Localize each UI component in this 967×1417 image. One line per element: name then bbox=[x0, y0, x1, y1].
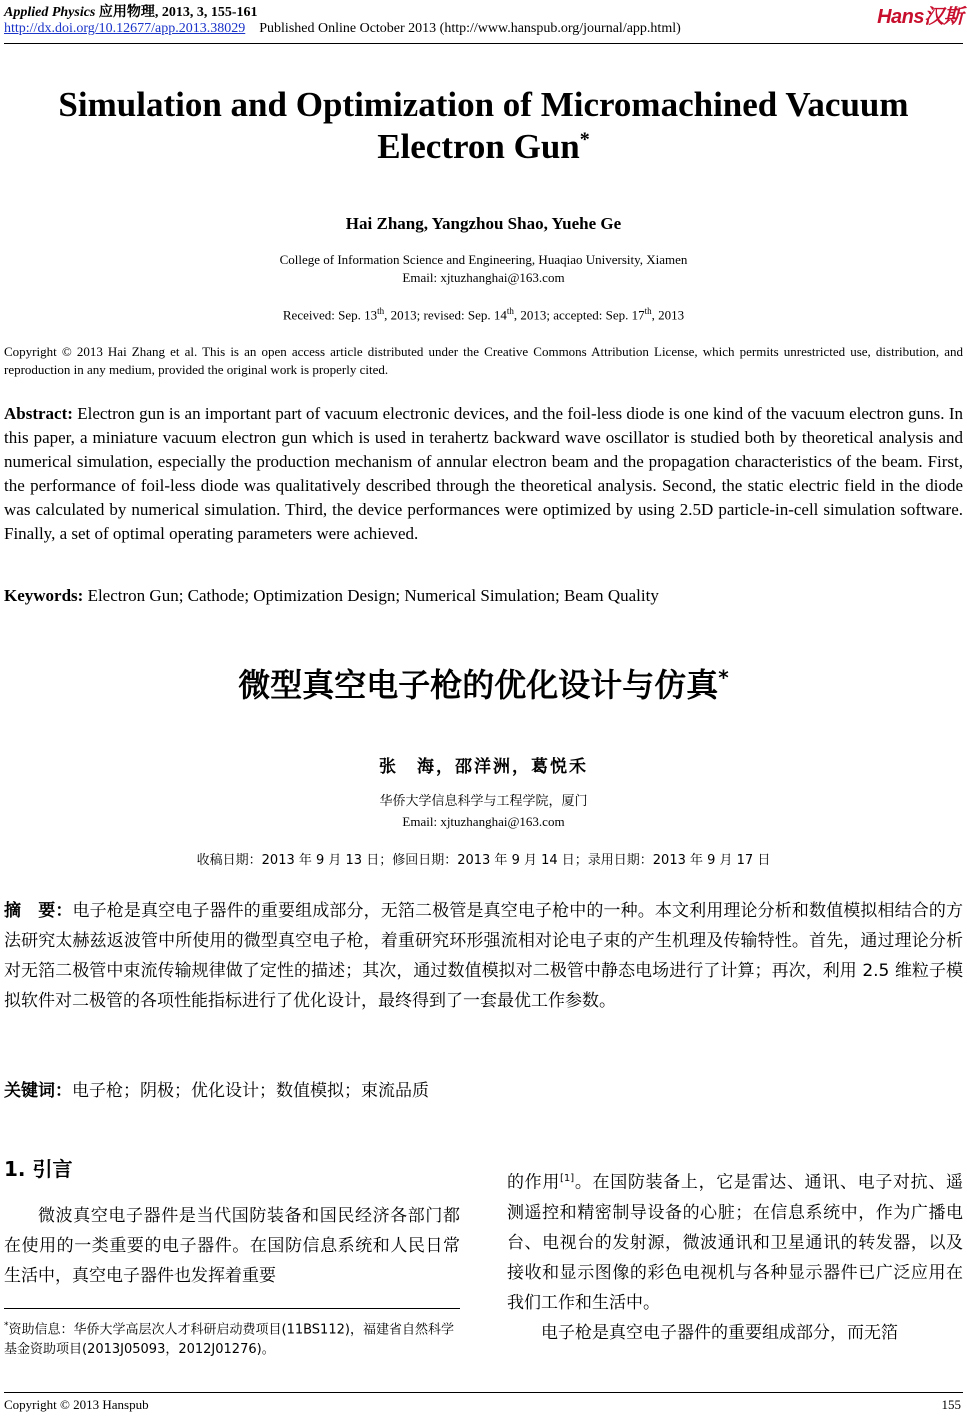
body-paragraph: 电子枪是真空电子器件的重要组成部分，而无箔 bbox=[541, 1322, 898, 1343]
title-line-2: Electron Gun* bbox=[377, 127, 590, 166]
affiliation: College of Information Science and Engineering, Huaqiao University, Xiamen bbox=[279, 252, 688, 267]
published-info: Published Online October 2013 (http://www.hanspub.org/journal/app.html) bbox=[259, 21, 681, 36]
page-number: 155 bbox=[941, 1397, 961, 1412]
title-line-1: Simulation and Optimization of Micromachined Vacuum bbox=[58, 85, 909, 124]
authors: Hai Zhang, Yangzhou Shao, Yuehe Ge bbox=[345, 214, 622, 233]
cn-abstract-label: 摘 要： bbox=[4, 901, 73, 921]
paper-title bbox=[0, 84, 967, 168]
footer-divider bbox=[4, 1392, 963, 1393]
journal-name-en: Applied Physics bbox=[4, 5, 96, 20]
left-column bbox=[4, 1201, 460, 1291]
section-heading-introduction: 1. 引言 bbox=[4, 1157, 73, 1181]
doi-link[interactable]: http://dx.doi.org/10.12677/app.2013.38029 bbox=[4, 21, 246, 36]
cn-affiliation-block bbox=[0, 792, 967, 832]
body-paragraph: 微波真空电子器件是当代国防装备和国民经济各部门都在使用的一类重要的电子器件。在国防信息系统和人民日常生活中，真空电子器件也发挥着重要 bbox=[4, 1206, 460, 1286]
body-paragraph: 的作用[1]。在国防装备上，它是雷达、通讯、电子对抗、遥测遥控和精密制导设备的心脏；在信息系统中，作为广播电台、电视台的发射源，微波通讯和卫星通讯的转发器，以及接收和显示图像的彩色电视机与各种显示器件已广泛应用在我们工作和生活中。 bbox=[507, 1172, 964, 1313]
keywords bbox=[4, 586, 963, 606]
abstract-text: Electron gun is an important part of vacuum electronic devices, and the foil-less diode is one kind of the vacuum electron guns. In this paper, a miniature vacuum electron gun which is used in terahertz backward wave oscillator is studied both by theoretical analysis and numerical simulation, especially the production mechanism of annular electron beam and the propagation characteristics of the beam. First, the performance of foil-less diode was qualitatively described through the theoretical analysis. Second, the static electric field in the diode was calculated by numerical simulation. Third, the device performances were optimized by using 2.5D particle-in-cell simulation software. Finally, a set of optimal operating parameters were achieved. bbox=[4, 404, 963, 543]
cn-dates: 收稿日期：2013 年 9 月 13 日；修回日期：2013 年 9 月 14 日；录用日期：2013 年 9 月 17 日 bbox=[196, 853, 771, 868]
cn-affiliation: 华侨大学信息科学与工程学院，厦门 bbox=[379, 794, 588, 809]
cn-authors: 张 海，邵洋洲，葛悦禾 bbox=[379, 757, 588, 777]
cn-title-footnote-mark: * bbox=[718, 665, 729, 690]
abstract bbox=[4, 402, 963, 546]
cn-keywords-text: 电子枪；阴极；优化设计；数值模拟；束流品质 bbox=[72, 1081, 429, 1101]
keywords-text: Electron Gun; Cathode; Optimization Design; Numerical Simulation; Beam Quality bbox=[83, 586, 659, 605]
journal-header bbox=[4, 1, 258, 21]
doi-line bbox=[4, 21, 681, 37]
cn-abstract-text: 电子枪是真空电子器件的重要组成部分，无箔二极管是真空电子枪中的一种。本文利用理论分析和数值模拟相结合的方法研究太赫兹返波管中所使用的微型真空电子枪，着重研究环形强流相对论电子束的产生机理及传输特性。首先，通过理论分析对无箔二极管中束流传输规律做了定性的描述；其次，通过数值模拟对二极管中静态电场进行了计算；再次，利用 2.5 维粒子模拟软件对二极管的各项性能指标进行了优化设计，最终得到了一套最优工作参数。 bbox=[4, 901, 964, 1011]
journal-name-cn: 应用物理 bbox=[98, 4, 155, 20]
cn-email: Email: xjtuzhanghai@163.com bbox=[402, 814, 565, 829]
header-divider bbox=[4, 43, 963, 44]
affiliation-block bbox=[0, 251, 967, 287]
right-column bbox=[507, 1164, 963, 1348]
cn-abstract bbox=[4, 896, 963, 1016]
title-footnote-mark: * bbox=[579, 128, 590, 151]
citation-ref[interactable]: [1] bbox=[560, 1173, 575, 1184]
copyright-notice: Copyright © 2013 Hai Zhang et al. This is an open access article distributed under the Creative Commons Attribution License, which permits unrestricted use, distribution, and reproduction in any medium, provided the original work is properly cited. bbox=[4, 344, 963, 377]
cn-keywords bbox=[4, 1076, 963, 1101]
footnote-divider bbox=[4, 1308, 460, 1309]
funding-footnote: *资助信息：华侨大学高层次人才科研启动费项目(11BS112)，福建省自然科学基金资助项目(2013J05093，2012J01276)。 bbox=[4, 1321, 454, 1358]
abstract-label: Abstract: bbox=[4, 404, 73, 423]
footer-copyright: Copyright © 2013 Hanspub bbox=[4, 1397, 149, 1412]
volume-info: , 2013, 3, 155-161 bbox=[154, 5, 258, 20]
email: Email: xjtuzhanghai@163.com bbox=[402, 270, 565, 285]
cn-keywords-label: 关键词： bbox=[4, 1081, 72, 1101]
keywords-label: Keywords: bbox=[4, 586, 84, 605]
dates-line: Received: Sep. 13th, 2013; revised: Sep. 14th, 2013; accepted: Sep. 17th, 2013 bbox=[282, 306, 685, 323]
cn-title: 微型真空电子枪的优化设计与仿真* bbox=[238, 665, 729, 704]
publisher-logo: Hans汉斯 bbox=[877, 6, 963, 28]
